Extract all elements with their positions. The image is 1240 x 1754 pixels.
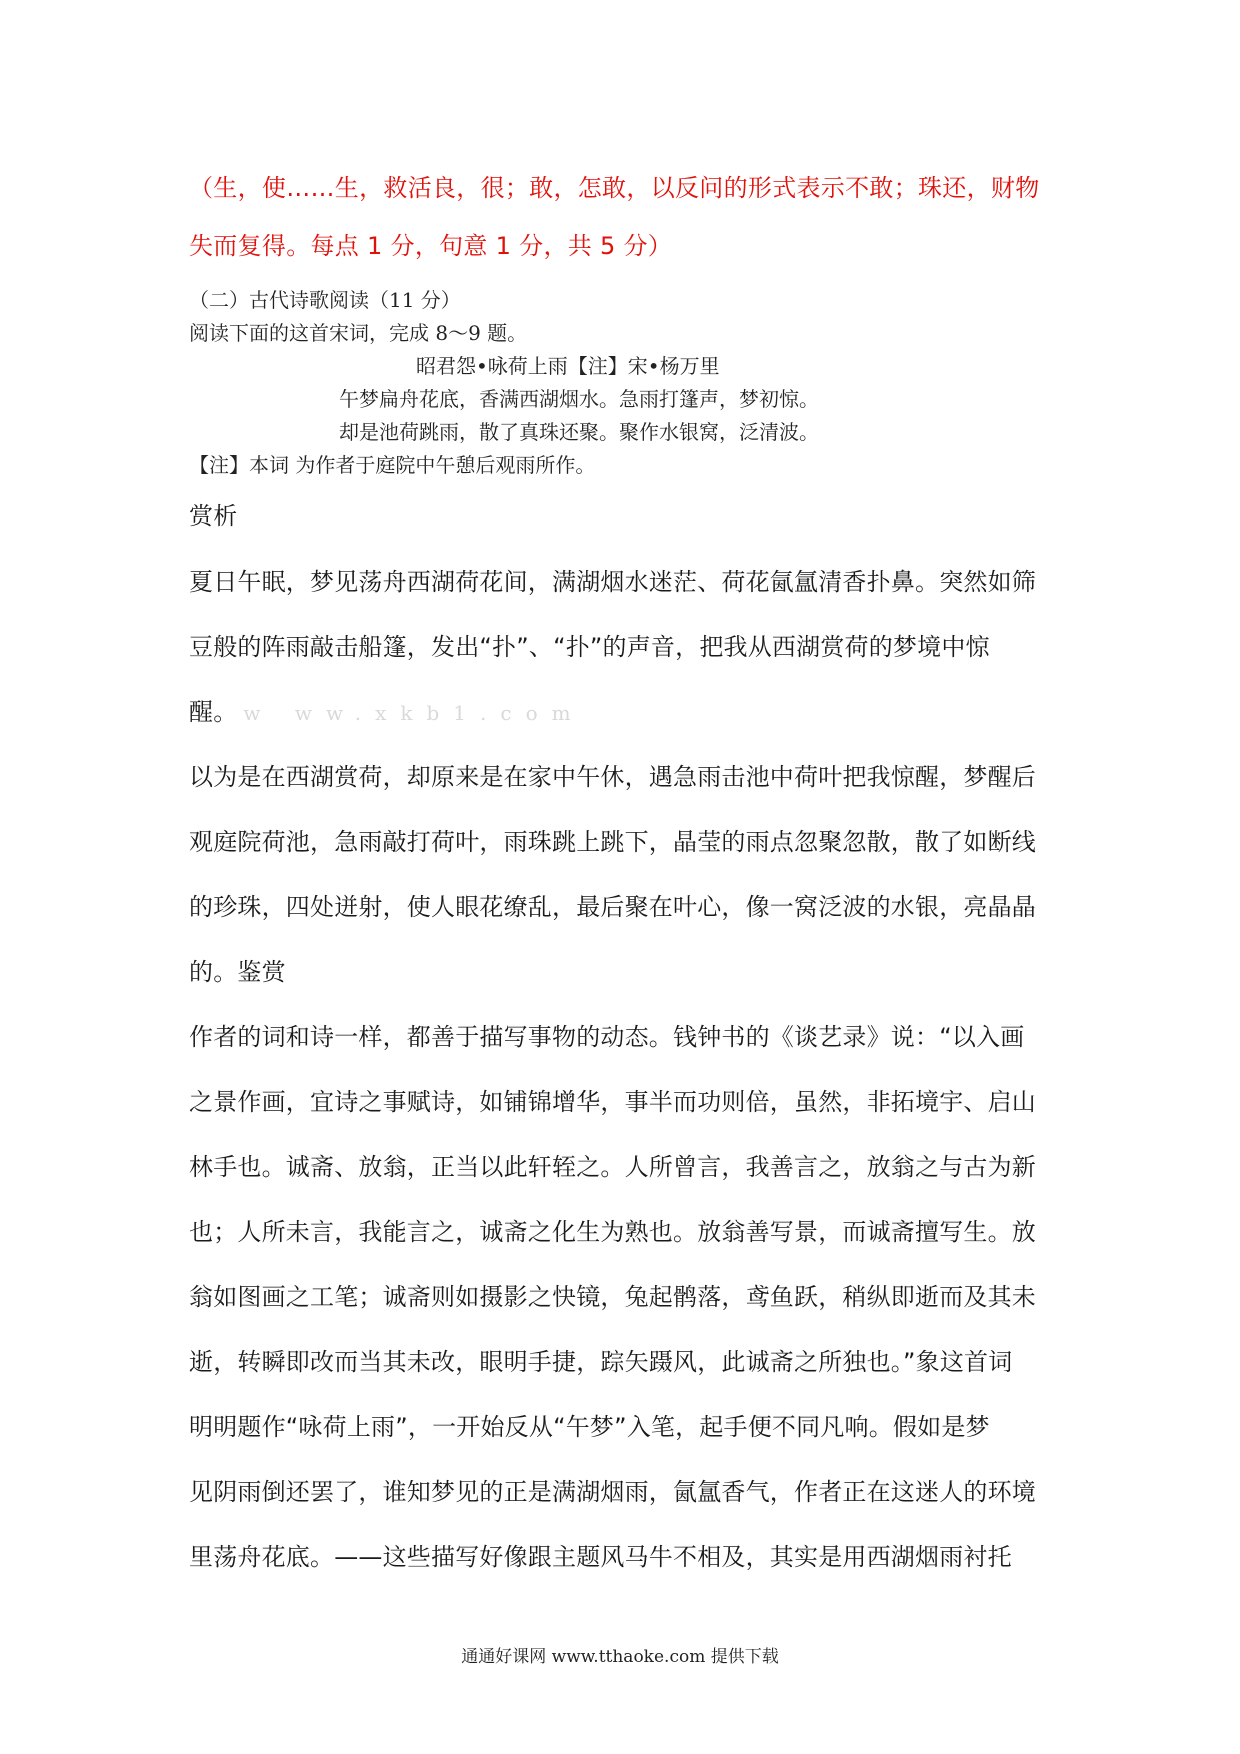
paragraph-1-line-2: 豆般的阵雨敲击船篷，发出“扑”、“扑”的声音，把我从西湖赏荷的梦境中惊 — [189, 633, 990, 661]
paragraph-3-line-1: 作者的词和诗一样，都善于描写事物的动态。钱钟书的《谈艺录》说：“以入画 — [189, 1023, 1025, 1051]
paragraph-3-line-8: 见阴雨倒还罢了，谁知梦见的正是满湖烟雨，氤氲香气，作者正在这迷人的环境 — [189, 1478, 1036, 1506]
paragraph-3-line-3: 林手也。诚斋、放翁，正当以此轩轾之。人所曾言，我善言之，放翁之与古为新 — [189, 1153, 1036, 1181]
paragraph-1-line-3-text: 醒。 — [189, 698, 238, 726]
paragraph-1-line-1: 夏日午眠，梦见荡舟西湖荷花间，满湖烟水迷茫、荷花氤氲清香扑鼻。突然如筛 — [189, 568, 1036, 596]
poem-title: 昭君怨•咏荷上雨【注】宋•杨万里 — [416, 354, 720, 378]
poem-line-2: 却是池荷跳雨，散了真珠还聚。聚作水银窝，泛清波。 — [339, 420, 819, 444]
paragraph-3-line-7: 明明题作“咏荷上雨”，一开始反从“午梦”入笔，起手便不同凡响。假如是梦 — [189, 1413, 990, 1441]
poem-note: 【注】本词 为作者于庭院中午憩后观雨所作。 — [189, 453, 596, 477]
answer-note-line-2: 失而复得。每点 1 分，句意 1 分，共 5 分） — [189, 232, 673, 260]
paragraph-3-line-5: 翁如图画之工笔；诚斋则如摄影之快镜，兔起鹘落，鸢鱼跃，稍纵即逝而及其未 — [189, 1283, 1036, 1311]
paragraph-2-line-3: 的珍珠，四处迸射，使人眼花缭乱，最后聚在叶心，像一窝泛波的水银，亮晶晶 — [189, 893, 1036, 921]
appreciation-heading: 赏析 — [189, 502, 238, 530]
paragraph-3-line-9: 里荡舟花底。——这些描写好像跟主题风马牛不相及，其实是用西湖烟雨衬托 — [189, 1543, 1012, 1571]
watermark-text: w ww.xkb1.com — [243, 701, 585, 725]
answer-note-line-1: （生，使……生，救活良，很；敢，怎敢，以反问的形式表示不敢；珠还，财物 — [189, 174, 1040, 202]
paragraph-1-line-3 — [189, 692, 585, 727]
paragraph-2-line-4: 的。鉴赏 — [189, 958, 286, 986]
page-footer: 通通好课网 www.tthaoke.com 提供下载 — [461, 1647, 779, 1667]
paragraph-3-line-4: 也；人所未言，我能言之，诚斋之化生为熟也。放翁善写景，而诚斋擅写生。放 — [189, 1218, 1036, 1246]
instruction-text: 阅读下面的这首宋词，完成 8～9 题。 — [189, 321, 528, 345]
poem-line-1: 午梦扁舟花底，香满西湖烟水。急雨打篷声，梦初惊。 — [339, 387, 819, 411]
paragraph-3-line-2: 之景作画，宜诗之事赋诗，如铺锦增华，事半而功则倍，虽然，非拓境宇、启山 — [189, 1088, 1036, 1116]
paragraph-2-line-1: 以为是在西湖赏荷，却原来是在家中午休，遇急雨击池中荷叶把我惊醒，梦醒后 — [189, 763, 1036, 791]
paragraph-3-line-6: 逝，转瞬即改而当其未改，眼明手捷，踪矢蹑风，此诚斋之所独也。”象这首词 — [189, 1348, 1013, 1376]
section-heading: （二）古代诗歌阅读（11 分） — [189, 288, 461, 312]
paragraph-2-line-2: 观庭院荷池，急雨敲打荷叶，雨珠跳上跳下，晶莹的雨点忽聚忽散，散了如断线 — [189, 828, 1036, 856]
